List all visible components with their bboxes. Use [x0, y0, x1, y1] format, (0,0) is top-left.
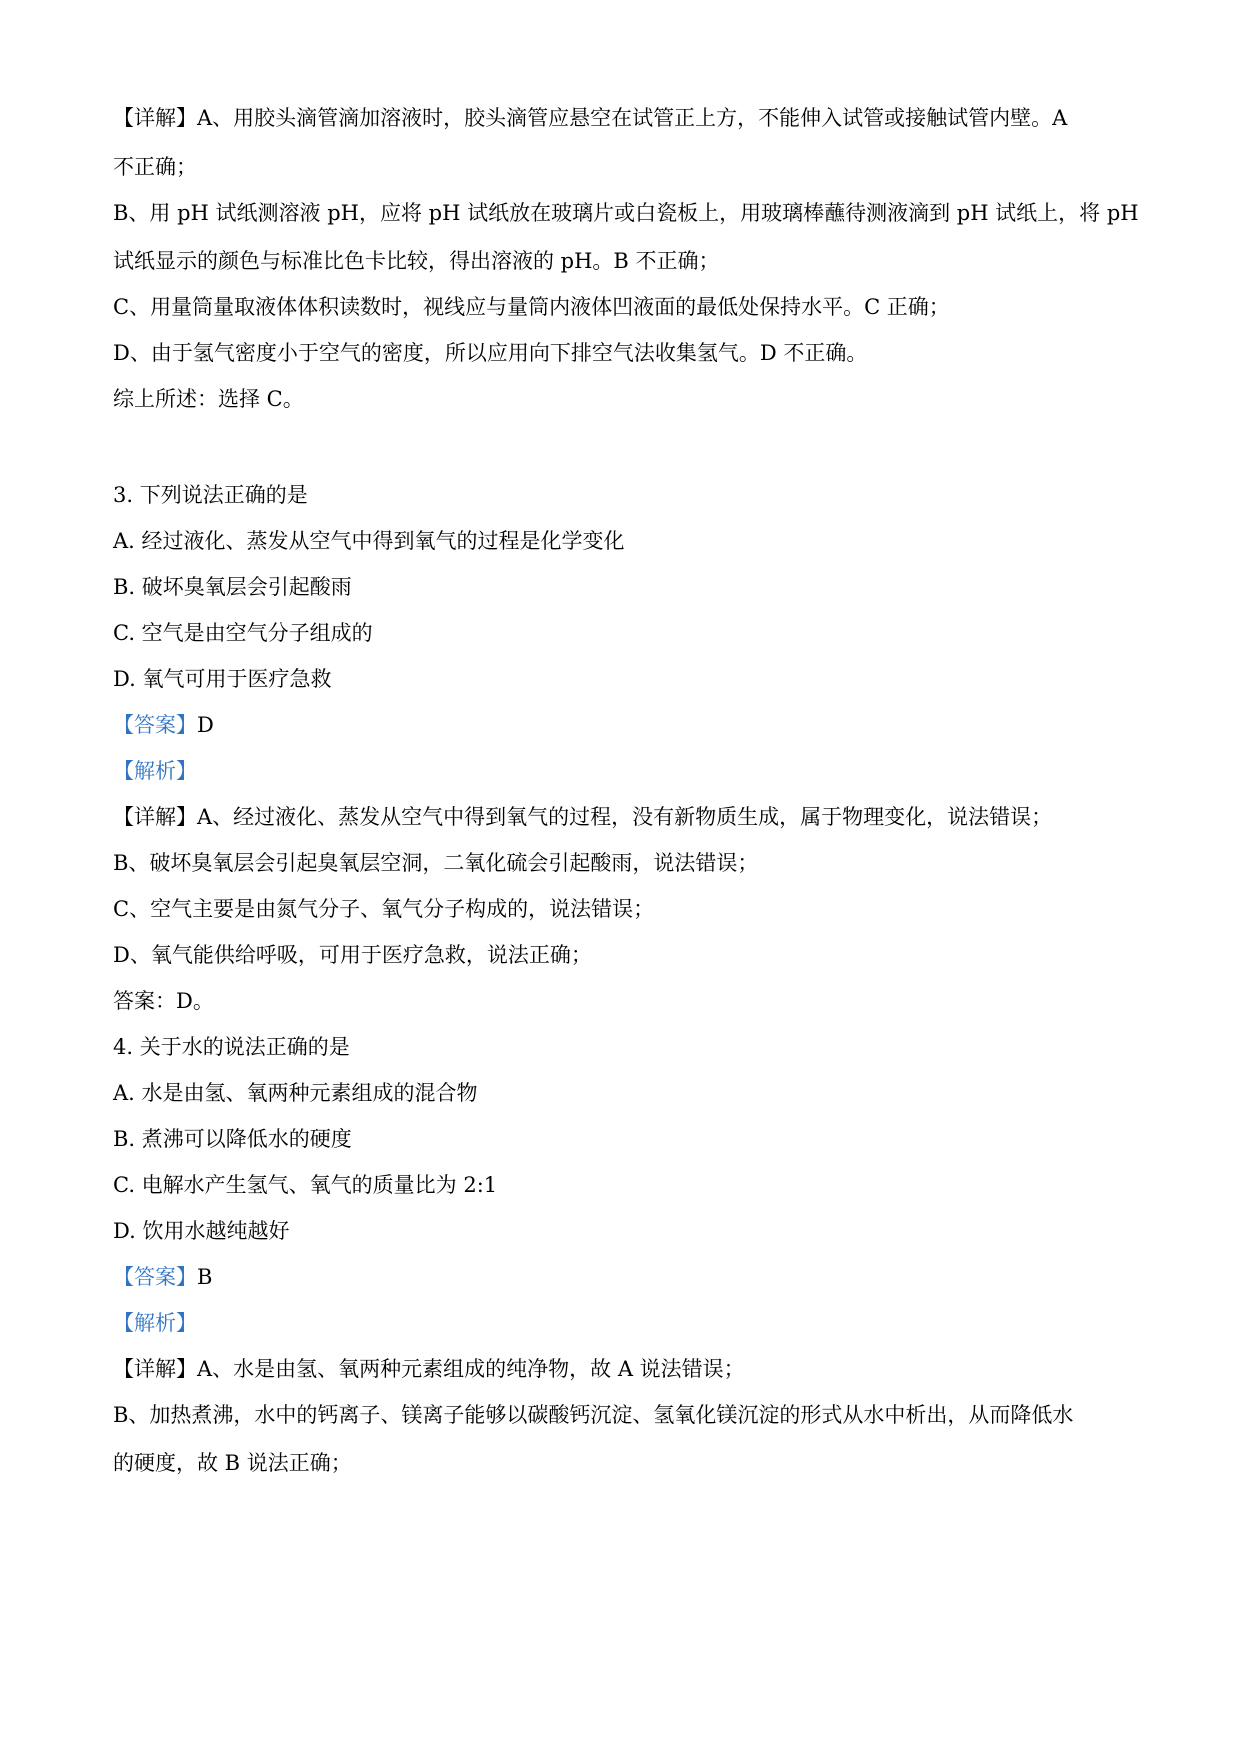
q4-analysis — [113, 1310, 1143, 1336]
answer-label: 【答案】 — [113, 1265, 197, 1289]
q4-answer — [113, 1264, 1143, 1290]
q4-detail-a: 【详解】A、水是由氢、氧两种元素组成的纯净物，故 A 说法错误； — [113, 1357, 745, 1381]
q4-detail-b: B、加热煮沸，水中的钙离子、镁离子能够以碳酸钙沉淀、氢氧化镁沉淀的形式从水中析出，从而降低水 — [113, 1403, 1074, 1427]
question-4-stem: 4. 关于水的说法正确的是 — [113, 1035, 350, 1059]
detail-q2-b-cont: 试纸显示的颜色与标准比色卡比较，得出溶液的 pH。B 不正确； — [113, 249, 720, 273]
analysis-label: 【解析】 — [113, 759, 197, 783]
answer-value: D — [197, 713, 214, 737]
q3-option-d: D. 氧气可用于医疗急救 — [113, 667, 332, 691]
detail-q2-d: D、由于氢气密度小于空气的密度，所以应用向下排空气法收集氢气。D 不正确。 — [113, 341, 868, 365]
detail-q2-c: C、用量筒量取液体体积读数时，视线应与量筒内液体凹液面的最低处保持水平。C 正确； — [113, 295, 950, 319]
answer-value: B — [197, 1265, 213, 1289]
q4-option-a: A. 水是由氢、氧两种元素组成的混合物 — [113, 1081, 478, 1105]
q4-option-c: C. 电解水产生氢气、氧气的质量比为 2:1 — [113, 1173, 498, 1197]
q3-option-a: A. 经过液化、蒸发从空气中得到氧气的过程是化学变化 — [113, 529, 625, 553]
q4-option-b: B. 煮沸可以降低水的硬度 — [113, 1127, 352, 1151]
q4-detail-b-cont: 的硬度，故 B 说法正确； — [113, 1451, 352, 1475]
question-3-stem: 3. 下列说法正确的是 — [113, 483, 308, 507]
q4-option-d: D. 饮用水越纯越好 — [113, 1219, 290, 1243]
q3-detail-b: B、破坏臭氧层会引起臭氧层空洞，二氧化硫会引起酸雨，说法错误； — [113, 851, 759, 875]
q3-answer — [113, 712, 1143, 738]
detail-q2-b: B、用 pH 试纸测溶液 pH，应将 pH 试纸放在玻璃片或白瓷板上，用玻璃棒蘸待测液滴到 pH 试纸上，将 pH — [113, 201, 1139, 225]
q3-detail-c: C、空气主要是由氮气分子、氧气分子构成的，说法错误； — [113, 897, 655, 921]
q3-detail-a: 【详解】A、经过液化、蒸发从空气中得到氧气的过程，没有新物质生成，属于物理变化，说法错误； — [113, 805, 1053, 829]
q3-option-c: C. 空气是由空气分子组成的 — [113, 621, 373, 645]
q3-final-answer: 答案：D。 — [113, 989, 214, 1013]
detail-q2-a: 【详解】A、用胶头滴管滴加溶液时，胶头滴管应悬空在试管正上方，不能伸入试管或接触试管内壁。A — [113, 106, 1068, 130]
analysis-label: 【解析】 — [113, 1311, 197, 1335]
q2-summary: 综上所述：选择 C。 — [113, 387, 304, 411]
detail-q2-a-cont: 不正确； — [113, 155, 197, 179]
q3-option-b: B. 破坏臭氧层会引起酸雨 — [113, 575, 352, 599]
q3-detail-d: D、氧气能供给呼吸，可用于医疗急救，说法正确； — [113, 943, 592, 967]
q3-analysis — [113, 758, 1143, 784]
answer-label: 【答案】 — [113, 713, 197, 737]
